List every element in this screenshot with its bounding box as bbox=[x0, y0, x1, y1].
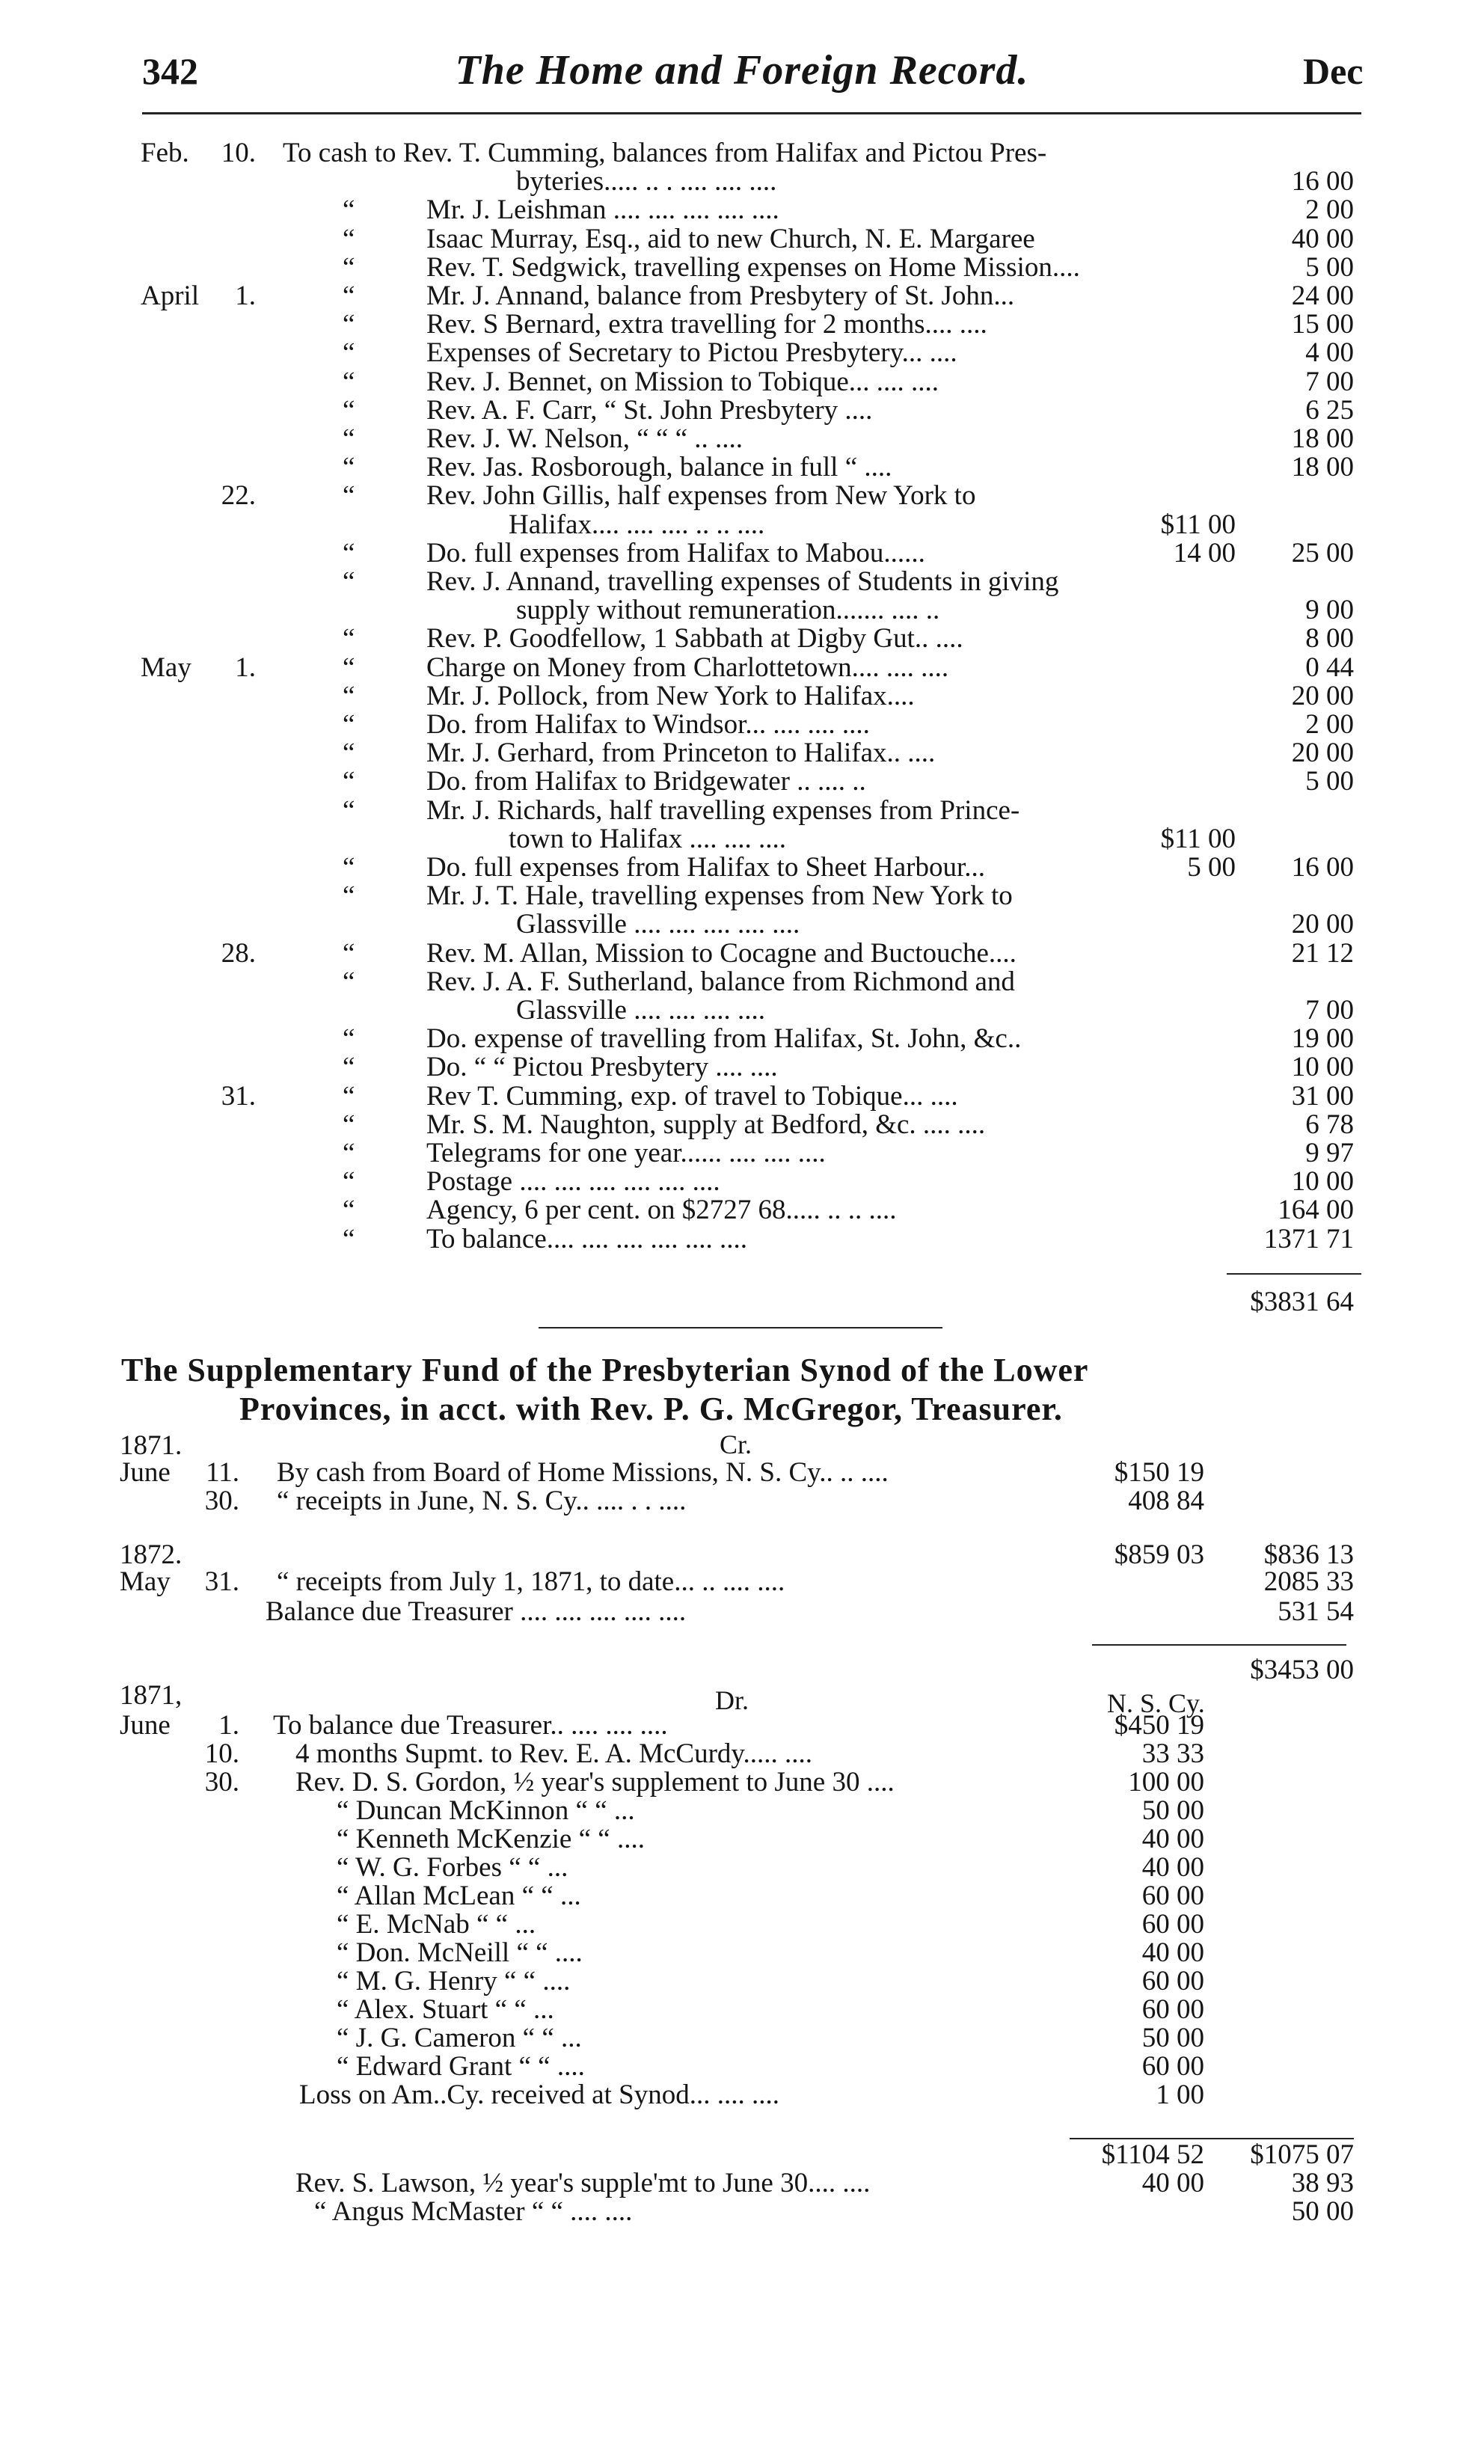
entry-description: Do. “ “ Pictou Presbytery .... .... bbox=[426, 1052, 778, 1083]
ledger-row bbox=[0, 910, 1484, 939]
entry-description: Rev T. Cumming, exp. of travel to Tobique... .... bbox=[426, 1080, 958, 1112]
entry-amount: 16 00 bbox=[1291, 852, 1354, 883]
entry-description: Rev. D. S. Gordon, ½ year's supplement to June 30 .... bbox=[295, 1767, 895, 1798]
section-heading-line2: Provinces, in acct. with Rev. P. G. McGregor, Treasurer. bbox=[239, 1391, 1063, 1427]
amount: $1075 07 bbox=[1250, 2139, 1354, 2170]
entry-description: “ Alex. Stuart “ “ ... bbox=[337, 1994, 554, 2025]
entry-amount: 18 00 bbox=[1291, 423, 1354, 454]
entry-description: To balance due Treasurer.. .... .... .... bbox=[273, 1710, 668, 1741]
entry-month: 1871, bbox=[120, 1680, 183, 1711]
ditto-mark: “ bbox=[343, 337, 355, 369]
entry-amount: 18 00 bbox=[1291, 452, 1354, 483]
entry-amount: 5 00 bbox=[1305, 251, 1354, 283]
nova-scotia-currency-amount: $150 19 bbox=[1114, 1457, 1204, 1488]
entry-description: supply without remuneration....... .... .. bbox=[516, 595, 940, 626]
entry-description: By cash from Board of Home Missions, N. S. Cy.. .. .... bbox=[277, 1457, 889, 1488]
total-rule bbox=[1227, 1273, 1361, 1275]
ditto-mark: “ bbox=[343, 223, 355, 254]
entry-day: 30. bbox=[204, 1767, 239, 1798]
entry-amount: 2 00 bbox=[1305, 709, 1354, 740]
credit-row bbox=[0, 1459, 1484, 1487]
ledger-row bbox=[0, 682, 1484, 711]
entry-day: 22. bbox=[221, 480, 256, 512]
entry-amount: 0 44 bbox=[1305, 652, 1354, 683]
entry-description: byteries..... .. . .... .... .... bbox=[516, 166, 777, 197]
debit-row bbox=[0, 2169, 1484, 2198]
ledger-row bbox=[0, 196, 1484, 224]
entry-amount: 20 00 bbox=[1291, 680, 1354, 711]
ditto-mark: “ bbox=[343, 852, 355, 883]
entry-description: Rev. P. Goodfellow, 1 Sabbath at Digby Gut.. .... bbox=[426, 623, 963, 655]
entry-description: Rev. J. W. Nelson, “ “ “ .. .... bbox=[426, 423, 743, 454]
credit-row bbox=[0, 1598, 1484, 1626]
entry-amount: 4 00 bbox=[1305, 337, 1354, 369]
entry-description: town to Halifax .... .... .... bbox=[509, 823, 786, 854]
entry-day: 10. bbox=[204, 1738, 239, 1769]
ditto-mark: “ bbox=[343, 794, 355, 826]
section-heading-line1: The Supplementary Fund of the Presbyterian Synod of the Lower bbox=[121, 1352, 1089, 1388]
nova-scotia-currency-amount: 33 33 bbox=[1141, 1738, 1204, 1769]
ditto-mark: “ bbox=[343, 194, 355, 226]
entry-day: 1. bbox=[218, 1710, 239, 1741]
entry-month: June bbox=[120, 1710, 171, 1741]
debit-rule bbox=[1070, 2138, 1354, 2139]
subtotal-amount: $11 00 bbox=[1160, 509, 1236, 540]
entry-description: Rev. J. Bennet, on Mission to Tobique... .... .... bbox=[426, 366, 939, 397]
entry-amount: 15 00 bbox=[1291, 309, 1354, 340]
ditto-mark: “ bbox=[343, 1138, 355, 1168]
ledger-row bbox=[0, 568, 1484, 596]
nova-scotia-currency-amount: 40 00 bbox=[1141, 1852, 1204, 1883]
entry-description: “ M. G. Henry “ “ .... bbox=[337, 1966, 571, 1996]
ditto-mark: “ bbox=[343, 652, 355, 683]
entry-description: Mr. J. T. Hale, travelling expenses from New York to bbox=[426, 880, 1013, 912]
ledger-row bbox=[0, 1082, 1484, 1111]
ditto-mark: “ bbox=[343, 1223, 355, 1254]
ditto-mark: “ bbox=[343, 680, 355, 711]
ditto-mark: “ bbox=[343, 1109, 355, 1140]
entry-description: Glassville .... .... .... .... .... bbox=[516, 909, 800, 940]
credit-rule bbox=[1092, 1644, 1346, 1646]
entry-amount: 10 00 bbox=[1291, 1052, 1354, 1083]
ledger-row bbox=[0, 1168, 1484, 1196]
entry-amount: 20 00 bbox=[1291, 909, 1354, 940]
ledger-row bbox=[0, 511, 1484, 539]
entry-description: “ Angus McMaster “ “ .... .... bbox=[314, 2196, 633, 2227]
ledger-total: $3831 64 bbox=[1250, 1287, 1354, 1317]
entry-day: 1. bbox=[235, 652, 256, 683]
entry-amount: 19 00 bbox=[1291, 1023, 1354, 1055]
nova-scotia-currency-amount: 60 00 bbox=[1141, 1994, 1204, 2025]
nova-scotia-currency-amount: 50 00 bbox=[1141, 1795, 1204, 1826]
entry-description: “ Don. McNeill “ “ .... bbox=[337, 1937, 583, 1968]
ledger-row bbox=[0, 168, 1484, 196]
entry-amount: 21 12 bbox=[1291, 937, 1354, 969]
entry-amount: 9 97 bbox=[1305, 1138, 1354, 1168]
entry-amount: 6 78 bbox=[1305, 1109, 1354, 1140]
entry-amount: 7 00 bbox=[1305, 366, 1354, 397]
ditto-mark: “ bbox=[343, 880, 355, 912]
entry-description: Rev. T. Sedgwick, travelling expenses on Home Mission.... bbox=[426, 251, 1080, 283]
currency-label: N. S. Cy. bbox=[1107, 1688, 1205, 1718]
amount: 531 54 bbox=[1278, 1596, 1354, 1627]
entry-amount: 20 00 bbox=[1291, 738, 1354, 769]
entry-day: 31. bbox=[204, 1566, 239, 1597]
entry-amount: 31 00 bbox=[1291, 1080, 1354, 1112]
debit-row bbox=[0, 1682, 1484, 1710]
amount: 2085 33 bbox=[1263, 1566, 1354, 1597]
entry-description: Rev. J. Annand, travelling expenses of Students in giving bbox=[426, 566, 1059, 597]
entry-amount: 8 00 bbox=[1305, 623, 1354, 655]
ditto-mark: “ bbox=[343, 623, 355, 655]
ledger-row bbox=[0, 767, 1484, 796]
ledger-row bbox=[0, 1139, 1484, 1168]
ledger-row bbox=[0, 596, 1484, 625]
entry-description: Do. full expenses from Halifax to Sheet Harbour... bbox=[426, 852, 986, 883]
entry-amount: 40 00 bbox=[1291, 223, 1354, 254]
entry-description: Loss on Am..Cy. received at Synod... .... .... bbox=[299, 2080, 779, 2110]
nova-scotia-currency-amount: 40 00 bbox=[1141, 1937, 1204, 1968]
debit-row bbox=[0, 2081, 1484, 2109]
subtotal-amount: 14 00 bbox=[1173, 537, 1236, 569]
nova-scotia-currency-amount: 50 00 bbox=[1141, 2023, 1204, 2053]
debit-row bbox=[0, 2024, 1484, 2053]
ledger-row bbox=[0, 139, 1484, 168]
entry-amount: 16 00 bbox=[1291, 166, 1354, 197]
ledger-row bbox=[0, 282, 1484, 310]
header-rule bbox=[142, 112, 1361, 114]
ledger-row bbox=[0, 711, 1484, 739]
ditto-mark: “ bbox=[343, 1166, 355, 1198]
credit-total: $3453 00 bbox=[1250, 1655, 1354, 1685]
debit-row bbox=[0, 1967, 1484, 1996]
entry-amount: 7 00 bbox=[1305, 995, 1354, 1026]
nova-scotia-currency-amount: $859 03 bbox=[1114, 1539, 1204, 1570]
debit-row bbox=[0, 1854, 1484, 1882]
debit-label: Dr. bbox=[715, 1685, 749, 1715]
entry-description: “ E. McNab “ “ ... bbox=[337, 1909, 536, 1940]
entry-day: 11. bbox=[206, 1457, 239, 1488]
debit-row bbox=[0, 1711, 1484, 1740]
ditto-mark: “ bbox=[343, 366, 355, 397]
ditto-mark: “ bbox=[343, 937, 355, 969]
nova-scotia-currency-amount: 40 00 bbox=[1141, 1824, 1204, 1854]
entry-month: April bbox=[141, 281, 200, 311]
debit-row bbox=[0, 1825, 1484, 1854]
entry-description: Rev. J. A. F. Sutherland, balance from Richmond and bbox=[426, 966, 1015, 997]
nova-scotia-currency-amount: 60 00 bbox=[1141, 1909, 1204, 1940]
entry-amount: 1371 71 bbox=[1263, 1223, 1354, 1254]
entry-description: “ W. G. Forbes “ “ ... bbox=[337, 1852, 568, 1883]
ledger-row bbox=[0, 625, 1484, 653]
entry-description: Rev. M. Allan, Mission to Cocagne and Buctouche.... bbox=[426, 937, 1017, 969]
credit-row bbox=[0, 1568, 1484, 1596]
ditto-mark: “ bbox=[343, 480, 355, 512]
entry-month: 1872. bbox=[120, 1539, 183, 1570]
entry-amount: 5 00 bbox=[1305, 766, 1354, 797]
entry-description: Mr. J. Annand, balance from Presbytery of St. John... bbox=[426, 281, 1015, 311]
nova-scotia-currency-amount: 1 00 bbox=[1156, 2080, 1204, 2110]
ledger-row bbox=[0, 794, 1484, 826]
entry-day: 31. bbox=[221, 1080, 256, 1112]
nova-scotia-currency-amount: 60 00 bbox=[1141, 2051, 1204, 2082]
ditto-mark: “ bbox=[343, 1052, 355, 1083]
ledger-row bbox=[0, 539, 1484, 568]
ledger-row bbox=[0, 1053, 1484, 1082]
entry-description: Mr. J. Gerhard, from Princeton to Halifax.. .... bbox=[426, 738, 936, 769]
entry-description: “ receipts in June, N. S. Cy.. .... . . .... bbox=[277, 1486, 687, 1516]
nova-scotia-currency-amount: $450 19 bbox=[1114, 1710, 1204, 1741]
entry-month: June bbox=[120, 1457, 171, 1488]
ledger-row bbox=[0, 882, 1484, 910]
ditto-mark: “ bbox=[343, 1080, 355, 1112]
entry-day: 28. bbox=[221, 937, 256, 969]
entry-description: Expenses of Secretary to Pictou Presbytery... .... bbox=[426, 337, 957, 369]
ledger-row bbox=[0, 453, 1484, 482]
credit-row bbox=[0, 1487, 1484, 1516]
ledger-row bbox=[0, 310, 1484, 339]
month-label: Dec bbox=[1303, 50, 1364, 92]
entry-description: “ receipts from July 1, 1871, to date... .. .... .... bbox=[277, 1566, 785, 1597]
ledger-row bbox=[0, 1225, 1484, 1254]
entry-description: Do. from Halifax to Windsor... .... .... .... bbox=[426, 709, 870, 740]
section-divider bbox=[539, 1327, 942, 1328]
ledger-row bbox=[0, 739, 1484, 767]
entry-description: Do. from Halifax to Bridgewater .. .... .. bbox=[426, 766, 866, 797]
ledger-row bbox=[0, 425, 1484, 453]
nova-scotia-currency-amount: 60 00 bbox=[1141, 1966, 1204, 1996]
ledger-row bbox=[0, 251, 1484, 283]
ditto-mark: “ bbox=[343, 738, 355, 769]
debit-row bbox=[0, 1768, 1484, 1797]
entry-description: Charge on Money from Charlottetown.... .... .... bbox=[426, 652, 949, 683]
ledger-row bbox=[0, 1196, 1484, 1225]
ditto-mark: “ bbox=[343, 709, 355, 740]
entry-description: Rev. John Gillis, half expenses from New York to bbox=[426, 480, 976, 512]
page-number: 342 bbox=[142, 50, 198, 92]
entry-description: Balance due Treasurer .... .... .... .... .... bbox=[266, 1596, 687, 1627]
ledger-row bbox=[0, 339, 1484, 367]
ledger-row bbox=[0, 225, 1484, 254]
ledger-row bbox=[0, 654, 1484, 682]
ditto-mark: “ bbox=[343, 537, 355, 569]
ditto-mark: “ bbox=[343, 1023, 355, 1055]
entry-amount: 10 00 bbox=[1291, 1166, 1354, 1198]
entry-description: Postage .... .... .... .... .... .... bbox=[426, 1166, 720, 1198]
ditto-mark: “ bbox=[343, 966, 355, 997]
entry-description: Agency, 6 per cent. on $2727 68..... .. .. .... bbox=[426, 1195, 897, 1226]
entry-description: To balance.... .... .... .... .... .... bbox=[426, 1223, 747, 1254]
ditto-mark: “ bbox=[343, 566, 355, 597]
debit-row bbox=[0, 2053, 1484, 2081]
debit-row bbox=[0, 1939, 1484, 1967]
debit-row bbox=[0, 1797, 1484, 1825]
entry-month: May bbox=[120, 1566, 171, 1597]
subtotal-amount: $11 00 bbox=[1160, 823, 1236, 854]
entry-description: 4 months Supmt. to Rev. E. A. McCurdy..... .... bbox=[295, 1738, 813, 1769]
nova-scotia-currency-amount: $1104 52 bbox=[1101, 2139, 1204, 2170]
entry-amount: 2 00 bbox=[1305, 194, 1354, 226]
entry-description: Rev. A. F. Carr, “ St. John Presbytery .... bbox=[426, 394, 873, 426]
entry-amount: 24 00 bbox=[1291, 281, 1354, 311]
entry-description: Rev. S. Lawson, ½ year's supple'mt to June 30.... .... bbox=[295, 2168, 871, 2198]
entry-amount: 9 00 bbox=[1305, 595, 1354, 626]
entry-description: Do. full expenses from Halifax to Mabou...... bbox=[426, 537, 925, 569]
journal-title: The Home and Foreign Record. bbox=[455, 47, 1029, 94]
entry-description: Isaac Murray, Esq., aid to new Church, N. E. Margaree bbox=[426, 223, 1035, 254]
ditto-mark: “ bbox=[343, 452, 355, 483]
nova-scotia-currency-amount: 100 00 bbox=[1128, 1767, 1204, 1798]
amount: 50 00 bbox=[1291, 2196, 1354, 2227]
entry-description: To cash to Rev. T. Cumming, balances from Halifax and Pictou Pres- bbox=[283, 138, 1047, 168]
entry-description: “ Kenneth McKenzie “ “ .... bbox=[337, 1824, 645, 1854]
entry-description: “ Edward Grant “ “ .... bbox=[337, 2051, 585, 2082]
debit-row bbox=[0, 1882, 1484, 1910]
debit-row bbox=[0, 1910, 1484, 1939]
entry-month: Feb. bbox=[141, 138, 189, 168]
entry-amount: 164 00 bbox=[1278, 1195, 1354, 1226]
ledger-row bbox=[0, 482, 1484, 510]
ditto-mark: “ bbox=[343, 309, 355, 340]
credit-row bbox=[0, 1541, 1484, 1569]
entry-description: Mr. J. Richards, half travelling expenses from Prince- bbox=[426, 794, 1020, 826]
debit-row bbox=[0, 1740, 1484, 1768]
entry-description: Rev. S Bernard, extra travelling for 2 months.... .... bbox=[426, 309, 987, 340]
ditto-mark: “ bbox=[343, 423, 355, 454]
amount: 38 93 bbox=[1291, 2168, 1354, 2198]
entry-day: 10. bbox=[221, 138, 256, 168]
entry-description: “ Duncan McKinnon “ “ ... bbox=[337, 1795, 635, 1826]
entry-description: Halifax.... .... .... .. .. .... bbox=[509, 509, 765, 540]
ditto-mark: “ bbox=[343, 251, 355, 283]
entry-month: 1871. bbox=[120, 1430, 183, 1461]
debit-row bbox=[0, 1996, 1484, 2024]
ditto-mark: “ bbox=[343, 766, 355, 797]
ledger-row bbox=[0, 968, 1484, 996]
entry-description: Glassville .... .... .... .... bbox=[516, 995, 765, 1026]
ledger-row bbox=[0, 368, 1484, 396]
ledger-row bbox=[0, 1111, 1484, 1139]
ditto-mark: “ bbox=[343, 281, 355, 311]
entry-description: Rev. Jas. Rosborough, balance in full “ .... bbox=[426, 452, 892, 483]
debit-row bbox=[0, 2198, 1484, 2226]
credit-label: Cr. bbox=[720, 1429, 752, 1459]
entry-description: Mr. S. M. Naughton, supply at Bedford, &c. .... .... bbox=[426, 1109, 986, 1140]
entry-description: Mr. J. Pollock, from New York to Halifax.... bbox=[426, 680, 915, 711]
ledger-row bbox=[0, 825, 1484, 853]
entry-amount: 25 00 bbox=[1291, 537, 1354, 569]
ditto-mark: “ bbox=[343, 394, 355, 426]
entry-amount: 6 25 bbox=[1305, 394, 1354, 426]
amount: $836 13 bbox=[1263, 1539, 1354, 1570]
credit-row bbox=[0, 1432, 1484, 1460]
ledger-row bbox=[0, 937, 1484, 969]
entry-description: “ J. G. Cameron “ “ ... bbox=[337, 2023, 582, 2053]
entry-day: 30. bbox=[204, 1486, 239, 1516]
entry-description: Do. expense of travelling from Halifax, St. John, &c.. bbox=[426, 1023, 1022, 1055]
entry-month: May bbox=[141, 652, 191, 683]
nova-scotia-currency-amount: 408 84 bbox=[1128, 1486, 1204, 1516]
debit-row bbox=[0, 2141, 1484, 2169]
ledger-row bbox=[0, 396, 1484, 425]
entry-description: Mr. J. Leishman .... .... .... .... .... bbox=[426, 194, 779, 226]
nova-scotia-currency-amount: 60 00 bbox=[1141, 1881, 1204, 1911]
ledger-row bbox=[0, 853, 1484, 882]
nova-scotia-currency-amount: 40 00 bbox=[1141, 2168, 1204, 2198]
ditto-mark: “ bbox=[343, 1195, 355, 1226]
ledger-row bbox=[0, 996, 1484, 1025]
entry-day: 1. bbox=[235, 281, 256, 311]
ledger-row bbox=[0, 1025, 1484, 1053]
entry-description: “ Allan McLean “ “ ... bbox=[337, 1881, 581, 1911]
entry-description: Telegrams for one year...... .... .... .... bbox=[426, 1138, 826, 1168]
subtotal-amount: 5 00 bbox=[1187, 852, 1236, 883]
